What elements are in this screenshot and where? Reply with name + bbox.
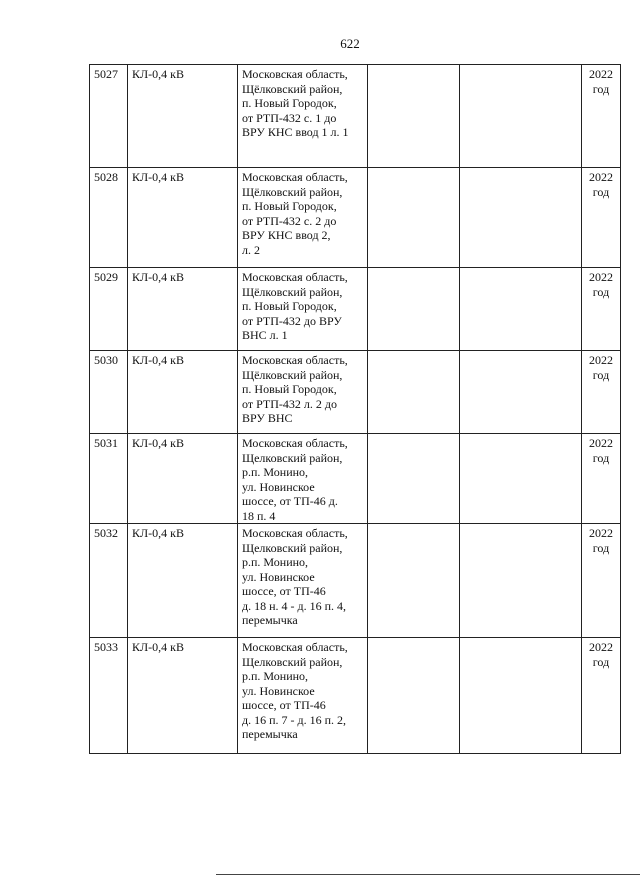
address-line: д. 16 п. 7 - д. 16 п. 2, — [242, 712, 347, 727]
empty-cell — [460, 65, 582, 168]
address-line: от РТП-432 л. 2 до — [242, 396, 337, 411]
line-type: КЛ-0,4 кВ — [128, 351, 238, 434]
address-line: шоссе, от ТП-46 — [242, 698, 326, 712]
empty-cell — [460, 268, 582, 351]
row-number: 5033 — [90, 638, 128, 754]
empty-cell — [368, 524, 460, 638]
address-line: п. Новый Городок, — [242, 382, 337, 396]
address-line: Щелковский район, — [242, 654, 343, 669]
empty-cell — [368, 434, 460, 524]
address-line: ВРУ КНС ввод 2, — [242, 228, 331, 242]
table-row — [90, 268, 621, 351]
address-line: р.п. Монино, — [242, 555, 309, 569]
table-row — [90, 524, 621, 638]
address-cell — [238, 168, 368, 268]
year-value: 2022 — [589, 67, 613, 81]
table-row — [90, 638, 621, 754]
address-line: от РТП-432 с. 1 до — [242, 110, 337, 125]
address-line: Московская область, — [242, 170, 348, 184]
row-number: 5028 — [90, 168, 128, 268]
address-cell — [238, 65, 368, 168]
year-unit: год — [592, 81, 610, 96]
year-value: 2022 — [589, 170, 613, 184]
year-value: 2022 — [589, 640, 613, 654]
row-number: 5032 — [90, 524, 128, 638]
empty-cell — [460, 168, 582, 268]
year-cell — [582, 638, 621, 754]
address-line: р.п. Монино, — [242, 669, 309, 683]
line-type: КЛ-0,4 кВ — [128, 434, 238, 524]
address-line: от РТП-432 с. 2 до — [242, 213, 337, 228]
address-cell — [238, 638, 368, 754]
table-row — [90, 168, 621, 268]
address-line: шоссе, от ТП-46 — [242, 584, 326, 598]
empty-cell — [368, 65, 460, 168]
year-cell — [582, 65, 621, 168]
year-unit: год — [592, 367, 610, 382]
year-cell — [582, 168, 621, 268]
address-line: Щелковский район, — [242, 540, 343, 555]
address-line: Щёлковский район, — [242, 284, 343, 299]
address-line: ВНС л. 1 — [242, 328, 288, 342]
address-line: 18 п. 4 — [242, 508, 276, 523]
empty-cell — [460, 638, 582, 754]
address-cell — [238, 351, 368, 434]
year-unit: год — [592, 184, 610, 199]
year-value: 2022 — [589, 353, 613, 367]
registry-table — [89, 64, 621, 754]
empty-cell — [460, 524, 582, 638]
line-type: КЛ-0,4 кВ — [128, 268, 238, 351]
year-cell — [582, 351, 621, 434]
address-line: Московская область, — [242, 436, 348, 450]
address-line: Московская область, — [242, 353, 348, 367]
address-line: от РТП-432 до ВРУ — [242, 313, 342, 328]
address-line: л. 2 — [242, 242, 260, 257]
address-line: Щелковский район, — [242, 450, 343, 465]
year-value: 2022 — [589, 436, 613, 450]
address-line: Щёлковский район, — [242, 367, 343, 382]
address-line: Московская область, — [242, 640, 348, 654]
empty-cell — [368, 168, 460, 268]
year-unit: год — [592, 654, 610, 669]
year-unit: год — [592, 540, 610, 555]
row-number: 5029 — [90, 268, 128, 351]
address-line: п. Новый Городок, — [242, 299, 337, 313]
page-number: 622 — [340, 36, 360, 51]
empty-cell — [460, 434, 582, 524]
row-number: 5027 — [90, 65, 128, 168]
line-type: КЛ-0,4 кВ — [128, 638, 238, 754]
year-cell — [582, 268, 621, 351]
address-line: п. Новый Городок, — [242, 199, 337, 213]
address-line: р.п. Монино, — [242, 465, 309, 479]
address-line: ул. Новинское — [242, 479, 315, 494]
address-line: Московская область, — [242, 526, 348, 540]
address-line: ул. Новинское — [242, 683, 315, 698]
address-line: ВРУ ВНС — [242, 411, 293, 425]
year-value: 2022 — [589, 526, 613, 540]
line-type: КЛ-0,4 кВ — [128, 168, 238, 268]
address-cell — [238, 434, 368, 524]
address-line: Щёлковский район, — [242, 184, 343, 199]
year-cell — [582, 524, 621, 638]
line-type: КЛ-0,4 кВ — [128, 524, 238, 638]
address-line: д. 18 н. 4 - д. 16 п. 4, — [242, 598, 347, 613]
year-unit: год — [592, 450, 610, 465]
table-row — [90, 65, 621, 168]
empty-cell — [460, 351, 582, 434]
address-line: ул. Новинское — [242, 569, 315, 584]
address-line: Московская область, — [242, 270, 348, 284]
year-cell — [582, 434, 621, 524]
line-type: КЛ-0,4 кВ — [128, 65, 238, 168]
address-line: п. Новый Городок, — [242, 96, 337, 110]
empty-cell — [368, 268, 460, 351]
address-line: Московская область, — [242, 67, 348, 81]
address-line: ВРУ КНС ввод 1 л. 1 — [242, 125, 349, 139]
empty-cell — [368, 638, 460, 754]
address-line: шоссе, от ТП-46 д. — [242, 494, 338, 508]
empty-cell — [368, 351, 460, 434]
table-row — [90, 434, 621, 524]
table-row — [90, 351, 621, 434]
address-line: перемычка — [242, 613, 298, 627]
address-line: перемычка — [242, 727, 298, 741]
address-cell — [238, 268, 368, 351]
row-number: 5031 — [90, 434, 128, 524]
year-value: 2022 — [589, 270, 613, 284]
row-number: 5030 — [90, 351, 128, 434]
address-line: Щёлковский район, — [242, 81, 343, 96]
year-unit: год — [592, 284, 610, 299]
address-cell — [238, 524, 368, 638]
